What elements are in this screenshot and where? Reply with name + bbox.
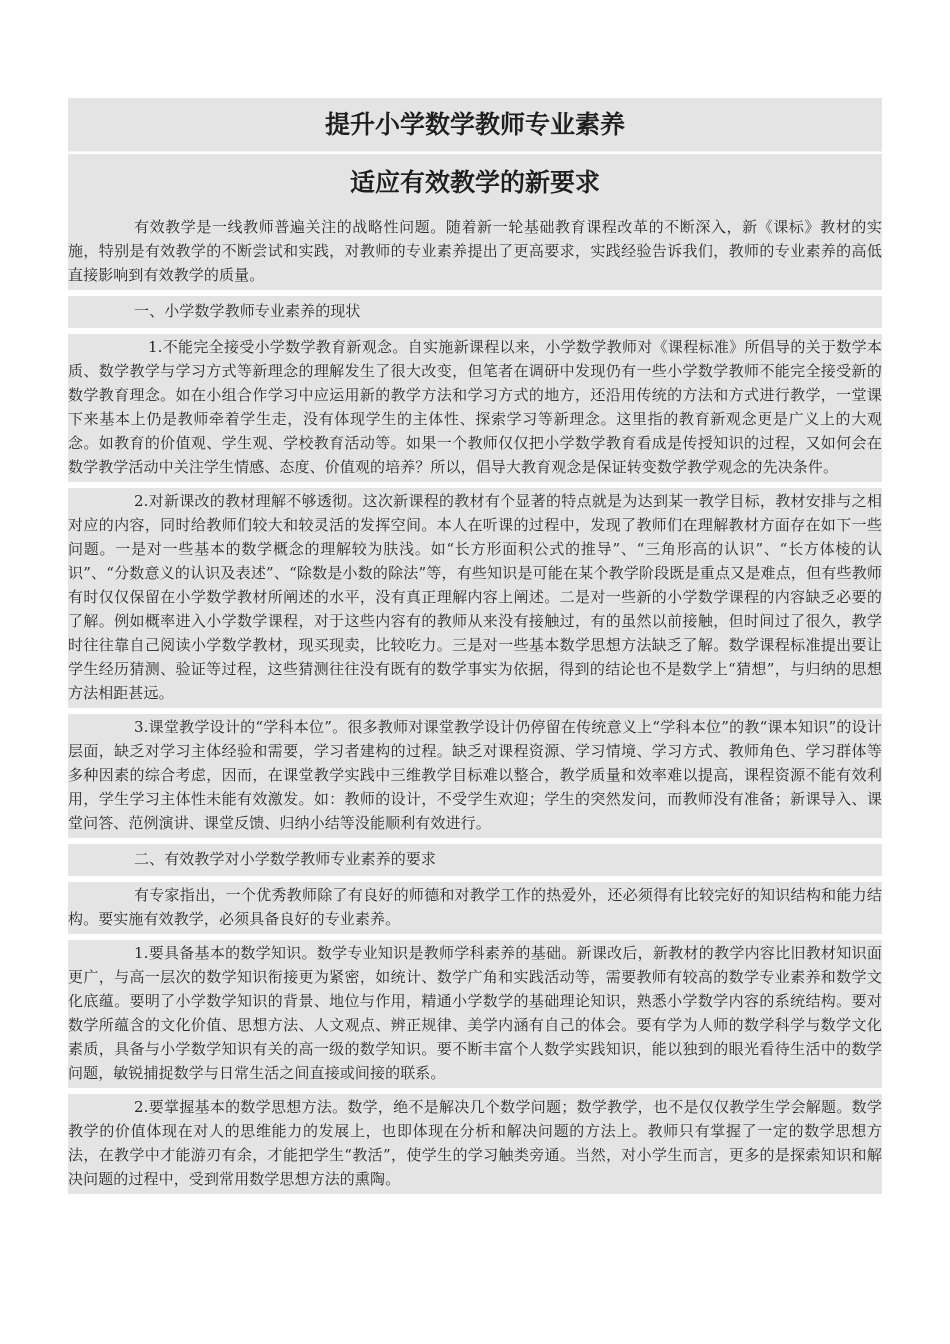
intro-paragraph: 有效教学是一线教师普遍关注的战略性问题。随着新一轮基础教育课程改革的不断深入，新《课标》教材的实施，特别是有效教学的不断尝试和实践，对教师的专业素养提出了更高要求，实践经验告诉我们，教师的专业素养的高低直接影响到有效教学的质量。: [68, 211, 882, 290]
section-heading-1: 一、小学数学教师专业素养的现状: [68, 296, 882, 328]
document-subtitle: 适应有效教学的新要求: [68, 154, 882, 211]
section-1-item-3: 3.课堂教学设计的“学科本位”。很多教师对课堂教学设计仍停留在传统意义上“学科本位”的教“课本知识”的设计层面，缺乏对学习主体经验和需要，学习者建构的过程。缺乏对课程资源、学习情境、学习方式、教师角色、学习群体等多种因素的综合考虑，因而，在课堂教学实践中三维教学目标难以整合，教学质量和效率难以提高，课程资源不能有效利用，学生学习主体性未能有效激发。如：教师的设计，不受学生欢迎；学生的突然发问，而教师没有准备；新课导入、课堂问答、范例演讲、课堂反馈、归纳小结等没能顺利有效进行。: [68, 714, 882, 838]
section-1-item-2: 2.对新课改的教材理解不够透彻。这次新课程的教材有个显著的特点就是为达到某一教学目标，教材安排与之相对应的内容，同时给教师们较大和较灵活的发挥空间。本人在听课的过程中，发现了教师们在理解教材方面存在如下一些问题。一是对一些基本的数学概念的理解较为肤浅。如“长方形面积公式的推导”、“三角形高的认识”、“长方体棱的认识”、“分数意义的认识及表述”、“除数是小数的除法”等，有些知识是可能在某个教学阶段既是重点又是难点，但有些教师有时仅仅保留在小学数学教材所阐述的水平，没有真正理解内容上阐述。二是对一些新的小学数学课程的内容缺乏必要的了解。例如概率进入小学数学课程，对于这些内容有的教师从来没有接触过，有的虽然以前接触，但时间过了很久，教学时往往靠自己阅读小学数学教材，现买现卖，比较吃力。三是对一些基本数学思想方法缺乏了解。数学课程标准提出要让学生经历猜测、验证等过程，这些猜测往往没有既有的数学事实为依据，得到的结论也不是数学上“猜想”，与归纳的思想方法相距甚远。: [68, 488, 882, 708]
section-2-item-1: 1.要具备基本的数学知识。数学专业知识是教师学科素养的基础。新课改后，新教材的教学内容比旧教材知识面更广，与高一层次的数学知识衔接更为紧密，如统计、数学广角和实践活动等，需要教师有较高的数学专业素养和数学文化底蕴。要明了小学数学知识的背景、地位与作用，精通小学数学的基础理论知识，熟悉小学数学内容的系统结构。要对数学所蕴含的文化价值、思想方法、人文观点、辨正规律、美学内涵有自己的体会。要有学为人师的数学科学与数学文化素质，具备与小学数学知识有关的高一级的数学知识。要不断丰富个人数学实践知识，能以独到的眼光看待生活中的数学问题，敏锐捕捉数学与日常生活之间直接或间接的联系。: [68, 940, 882, 1088]
document-title: 提升小学数学教师专业素养: [68, 98, 882, 152]
section-heading-2: 二、有效教学对小学数学教师专业素养的要求: [68, 844, 882, 876]
section-2-intro: 有专家指出，一个优秀教师除了有良好的师德和对教学工作的热爱外，还必须得有比较完好的知识结构和能力结构。要实施有效教学，必须具备良好的专业素养。: [68, 882, 882, 934]
section-2-item-2: 2.要掌握基本的数学思想方法。数学，绝不是解决几个数学问题；数学教学，也不是仅仅教学生学会解题。数学教学的价值体现在对人的思维能力的发展上，也即体现在分析和解决问题的方法上。教师只有掌握了一定的数学思想方法，在教学中才能游刃有余，才能把学生“教活”，使学生的学习触类旁通。当然，对小学生而言，更多的是探索知识和解决问题的过程中，受到常用数学思想方法的熏陶。: [68, 1094, 882, 1194]
section-1-item-1: 1.不能完全接受小学数学教育新观念。自实施新课程以来，小学数学教师对《课程标准》所倡导的关于数学本质、数学教学与学习方式等新理念的理解发生了很大改变，但笔者在调研中发现仍有一些小学数学教师不能完全接受新的数学教育理念。如在小组合作学习中应运用新的教学方法和学习方式的地方，还沿用传统的方法和方式进行教学，一堂课下来基本上仍是教师牵着学生走，没有体现学生的主体性、探索学习等新理念。这里指的教育新观念更是广义上的大观念。如教育的价值观、学生观、学校教育活动等。如果一个教师仅仅把小学数学教育看成是传授知识的过程，又如何会在数学教学活动中关注学生情感、态度、价值观的培养？所以，倡导大教育观念是保证转变数学教学观念的先决条件。: [68, 334, 882, 482]
document-page: [68, 98, 882, 1194]
